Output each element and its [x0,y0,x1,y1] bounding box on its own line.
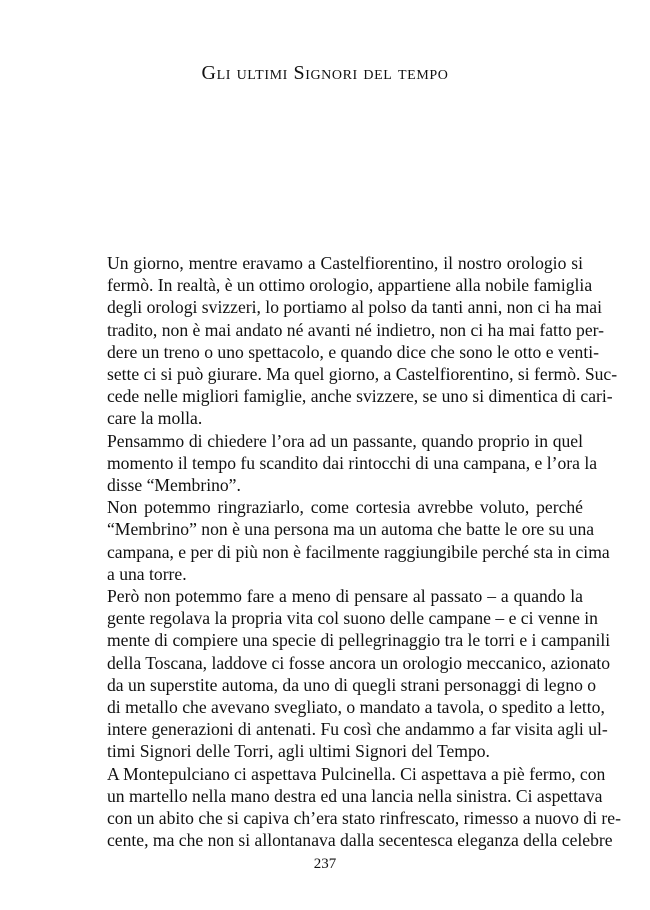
text-line: Pensammo di chiedere l’ora ad un passante, quando proprio in quel [107,430,583,451]
text-line: mente di compiere una specie di pellegrinaggio tra le torri e i campanili [107,630,611,651]
page-number: 237 [313,856,337,872]
text-line: Un giorno, mentre eravamo a Castelfiorentino, il nostro orologio si [107,253,583,273]
text-line: dere un treno o uno spettacolo, e quando dice che sono le otto e venti- [107,341,599,362]
text-line: un martello nella mano destra ed una lancia nella sinistra. Ci aspettava [107,785,603,806]
text-line: intere generazioni di antenati. Fu così che andammo a far visita agli ul- [107,719,608,740]
text-line: gente regolava la propria vita col suono delle campane – e ci venne in [107,608,598,629]
text-line: momento il tempo fu scandito dai rintocchi di una campana, e l’ora la [107,452,598,473]
text-line: timi Signori delle Torri, agli ultimi Signori del Tempo. [107,741,490,762]
text-line: sette ci si può giurare. Ma quel giorno, a Castelfiorentino, si fermò. Suc- [107,364,618,385]
body-text [83,252,621,851]
paragraph [83,252,618,430]
text-line: A Montepulciano ci aspettava Pulcinella. Ci aspettava a piè fermo, con [107,763,606,784]
paragraph [83,430,598,497]
paragraph [83,585,611,763]
text-line: con un abito che si capiva ch’era stato rinfrescato, rimesso a nuovo di re- [107,808,621,829]
text-line: della Toscana, laddove ci fosse ancora un orologio meccanico, azionato [107,652,611,673]
text-line: disse “Membrino”. [107,475,241,496]
text-line: Non potemmo ringraziarlo, come cortesia avrebbe voluto, perché [107,497,583,518]
text-line: degli orologi svizzeri, lo portiamo al polso da tanti anni, non ci ha mai [107,297,602,318]
text-line: Però non potemmo fare a meno di pensare al passato – a quando la [107,586,583,607]
text-line: a una torre. [107,563,187,584]
text-line: da un superstite automa, da uno di quegli strani personaggi di legno o [107,674,597,695]
paragraph [83,763,621,852]
text-line: “Membrino” non è una persona ma un automa che batte le ore su una [107,519,595,540]
chapter-title: Gli ultimi Signori del tempo [201,62,449,84]
text-line: campana, e per di più non è facilmente raggiungibile perché sta in cima [107,541,610,562]
text-line: tradito, non è mai andato né avanti né indietro, non ci ha mai fatto per- [107,319,604,340]
text-line: fermò. In realtà, è un ottimo orologio, appartiene alla nobile famiglia [107,275,593,296]
text-line: cente, ma che non si allontanava dalla secentesca eleganza della celebre [107,830,613,851]
paragraph [83,496,610,585]
text-line: care la molla. [107,408,203,429]
text-line: di metallo che avevano svegliato, o mandato a tavola, o spedito a letto, [107,697,605,718]
text-line: cede nelle migliori famiglie, anche svizzere, se uno si dimentica di cari- [107,386,613,407]
